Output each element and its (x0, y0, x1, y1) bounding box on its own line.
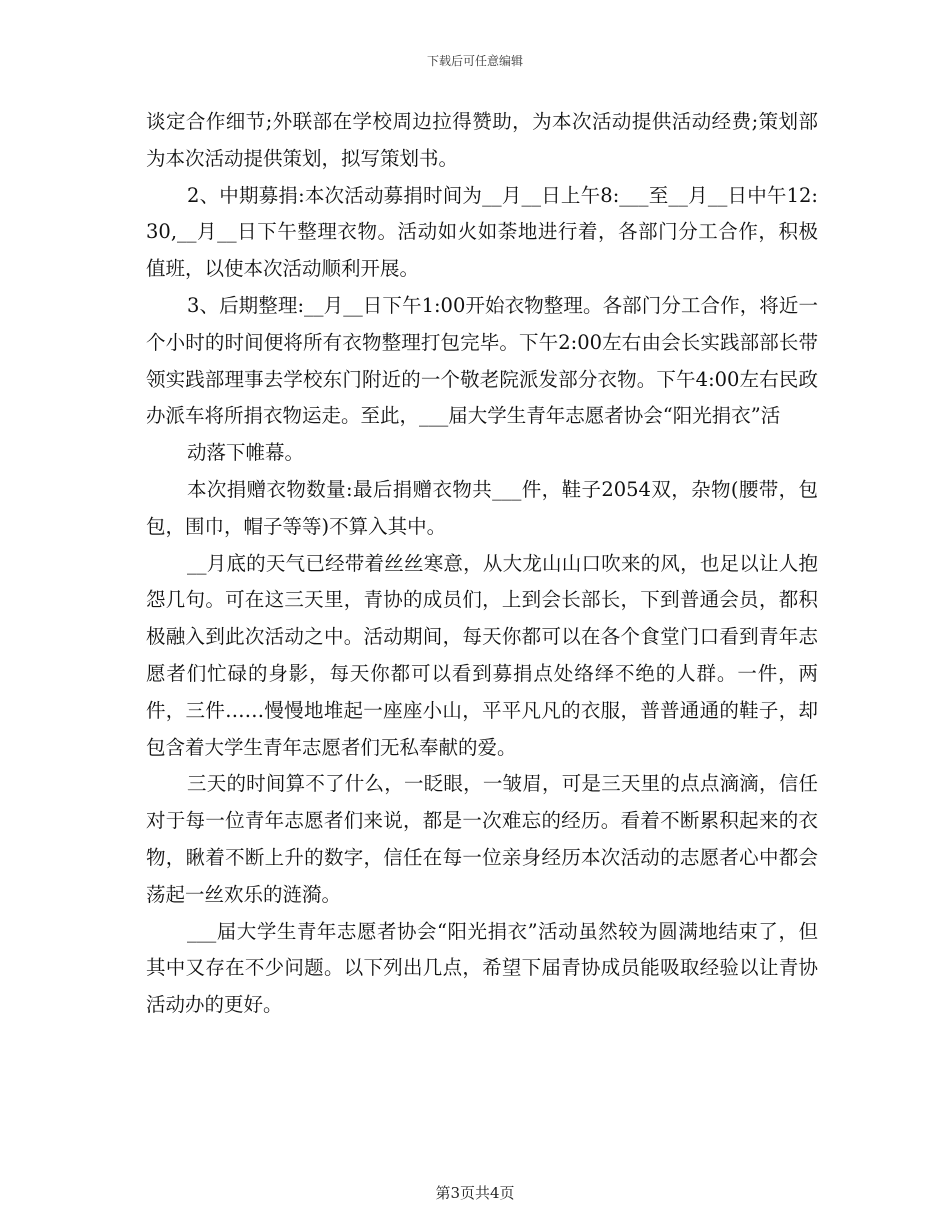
paragraph-three-days: 三天的时间算不了什么，一眨眼，一皱眉，可是三天里的点点滴滴，信任对于每一位青年志愿者们来说，都是一次难忘的经历。看着不断累积起来的衣物，瞅着不断上升的数字，信任在每一位亲身经历本次活动的志愿者心中都会荡起一丝欢乐的涟漪。 (146, 772, 818, 906)
paragraph-mid-phase: 2、中期募捐:本次活动募捐时间为__月__日上午8:___至__月__日中午12:30,__月__日下午整理衣物。活动如火如荼地进行着，各部门分工合作，积极值班，以使本次活动顺利开展。 (146, 183, 818, 281)
paragraph-continued: 谈定合作细节;外联部在学校周边拉得赞助，为本次活动提供活动经费;策划部为本次活动提供策划，拟写策划书。 (146, 110, 818, 170)
page-number: 第3页共4页 (435, 1184, 515, 1202)
paragraph-conclusion: ___届大学生青年志愿者协会“阳光捐衣”活动虽然较为圆满地结束了，但其中又存在不少问题。以下列出几点，希望下届青协成员能吸取经验以让青协活动办的更好。 (146, 919, 818, 1017)
paragraph-late-phase: 3、后期整理:__月__日下午1:00开始衣物整理。各部门分工合作，将近一个小时的时间便将所有衣物整理打包完毕。下午2:00左右由会长实践部部长带领实践部理事去学校东门附近的一个敬老院派发部分衣物。下午4:00左右民政办派车将所捐衣物运走。至此，___届大学生青年志愿者协会“阳光捐衣”活 (146, 293, 818, 428)
page-header-note: 下载后可任意编辑 (426, 54, 523, 68)
document-body (146, 104, 818, 1024)
paragraph-donation-count: 本次捐赠衣物数量:最后捐赠衣物共___件，鞋子2054双，杂物(腰带，包包，围巾，帽子等等)不算入其中。 (146, 477, 818, 538)
paragraph-weather: __月底的天气已经带着丝丝寒意，从大龙山山口吹来的风，也足以让人抱怨几句。可在这三天里，青协的成员们，上到会长部长，下到普通会员，都积极融入到此次活动之中。活动期间，每天你都可以在各个食堂门口看到青年志愿者们忙碌的身影，每天你都可以看到募捐点处络绎不绝的人群。一件，两件，三件……慢慢地堆起一座座小山，平平凡凡的衣服，普普通通的鞋子，却包含着大学生青年志愿者们无私奉献的爱。 (146, 551, 818, 759)
paragraph-activity-end: 动落下帷幕。 (187, 441, 305, 465)
